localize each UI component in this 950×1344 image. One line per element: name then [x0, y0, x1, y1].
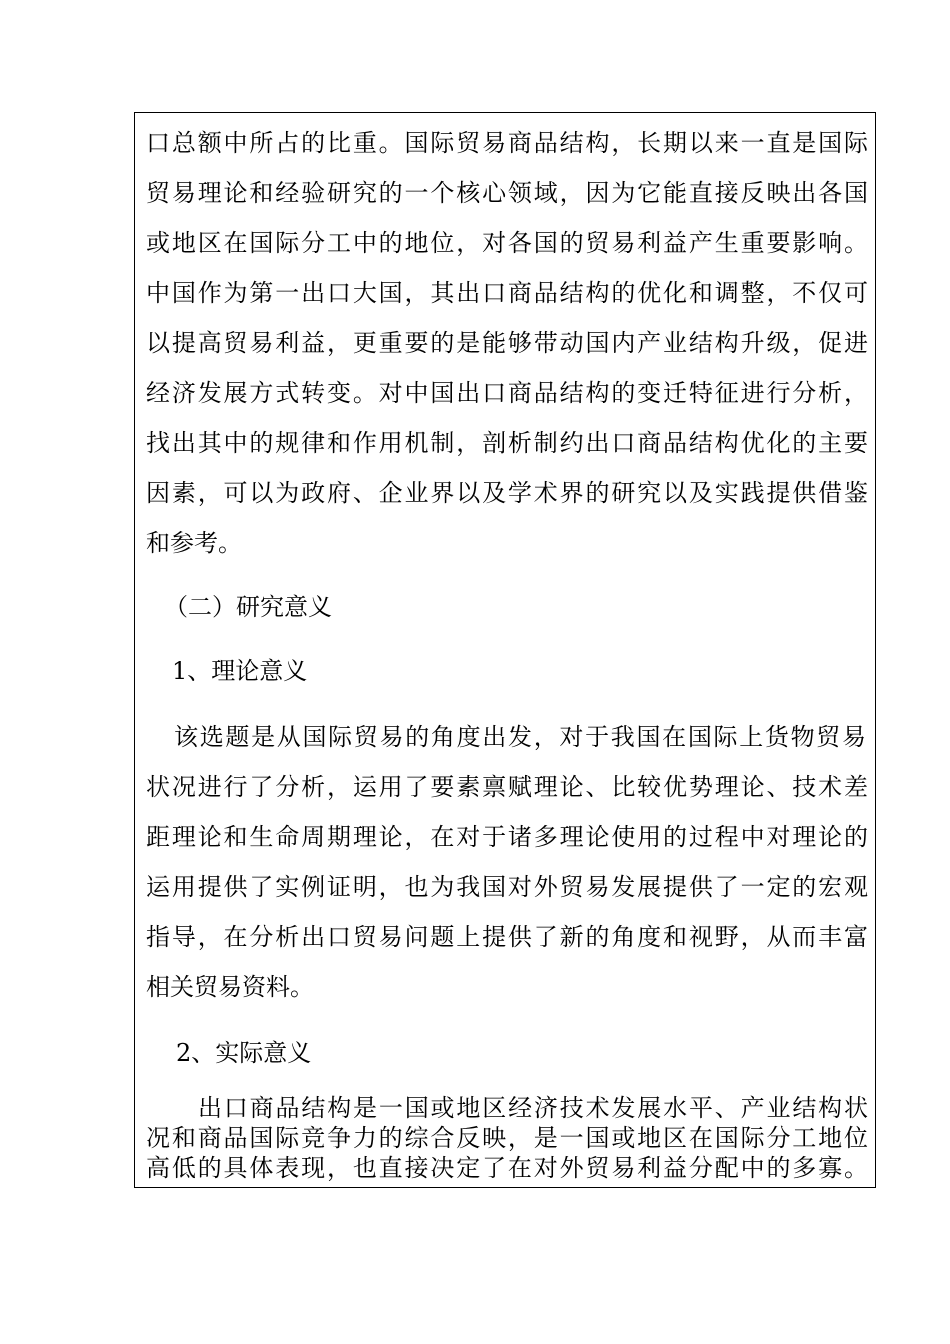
paragraph-1-line-2: 贸易理论和经验研究的一个核心领域，因为它能直接反映出各国: [146, 179, 868, 207]
theory-line-5: 指导，在分析出口贸易问题上提供了新的角度和视野，从而丰富: [146, 923, 868, 951]
theory-line-1: 该选题是从国际贸易的角度出发，对于我国在国际上货物贸易: [174, 723, 866, 751]
section-heading: （二）研究意义: [164, 593, 332, 621]
document-frame: [134, 112, 876, 1188]
practice-line-2: 况和商品国际竞争力的综合反映，是一国或地区在国际分工地位: [146, 1124, 868, 1152]
practice-line-1: 出口商品结构是一国或地区经济技术发展水平、产业结构状: [198, 1094, 868, 1122]
paragraph-1-line-3: 或地区在国际分工中的地位，对各国的贸易利益产生重要影响。: [146, 229, 868, 257]
paragraph-1-line-5: 以提高贸易利益，更重要的是能够带动国内产业结构升级，促进: [146, 329, 868, 357]
paragraph-1-line-9: 和参考。: [146, 529, 242, 557]
practice-heading: 2、实际意义: [176, 1039, 312, 1067]
paragraph-1-line-6: 经济发展方式转变。对中国出口商品结构的变迁特征进行分析，: [146, 379, 868, 407]
paragraph-1-line-7: 找出其中的规律和作用机制，剖析制约出口商品结构优化的主要: [146, 429, 868, 457]
theory-line-4: 运用提供了实例证明，也为我国对外贸易发展提供了一定的宏观: [146, 873, 868, 901]
theory-heading: 1、理论意义: [172, 657, 308, 685]
paragraph-1-line-1: 口总额中所占的比重。国际贸易商品结构，长期以来一直是国际: [146, 129, 868, 157]
paragraph-1-line-4: 中国作为第一出口大国，其出口商品结构的优化和调整，不仅可: [146, 279, 868, 307]
theory-line-2: 状况进行了分析，运用了要素禀赋理论、比较优势理论、技术差: [146, 773, 868, 801]
practice-line-3: 高低的具体表现，也直接决定了在对外贸易利益分配中的多寡。: [146, 1154, 868, 1182]
theory-line-3: 距理论和生命周期理论，在对于诸多理论使用的过程中对理论的: [146, 823, 868, 851]
paragraph-1-line-8: 因素，可以为政府、企业界以及学术界的研究以及实践提供借鉴: [146, 479, 868, 507]
theory-line-6: 相关贸易资料。: [146, 973, 314, 1001]
